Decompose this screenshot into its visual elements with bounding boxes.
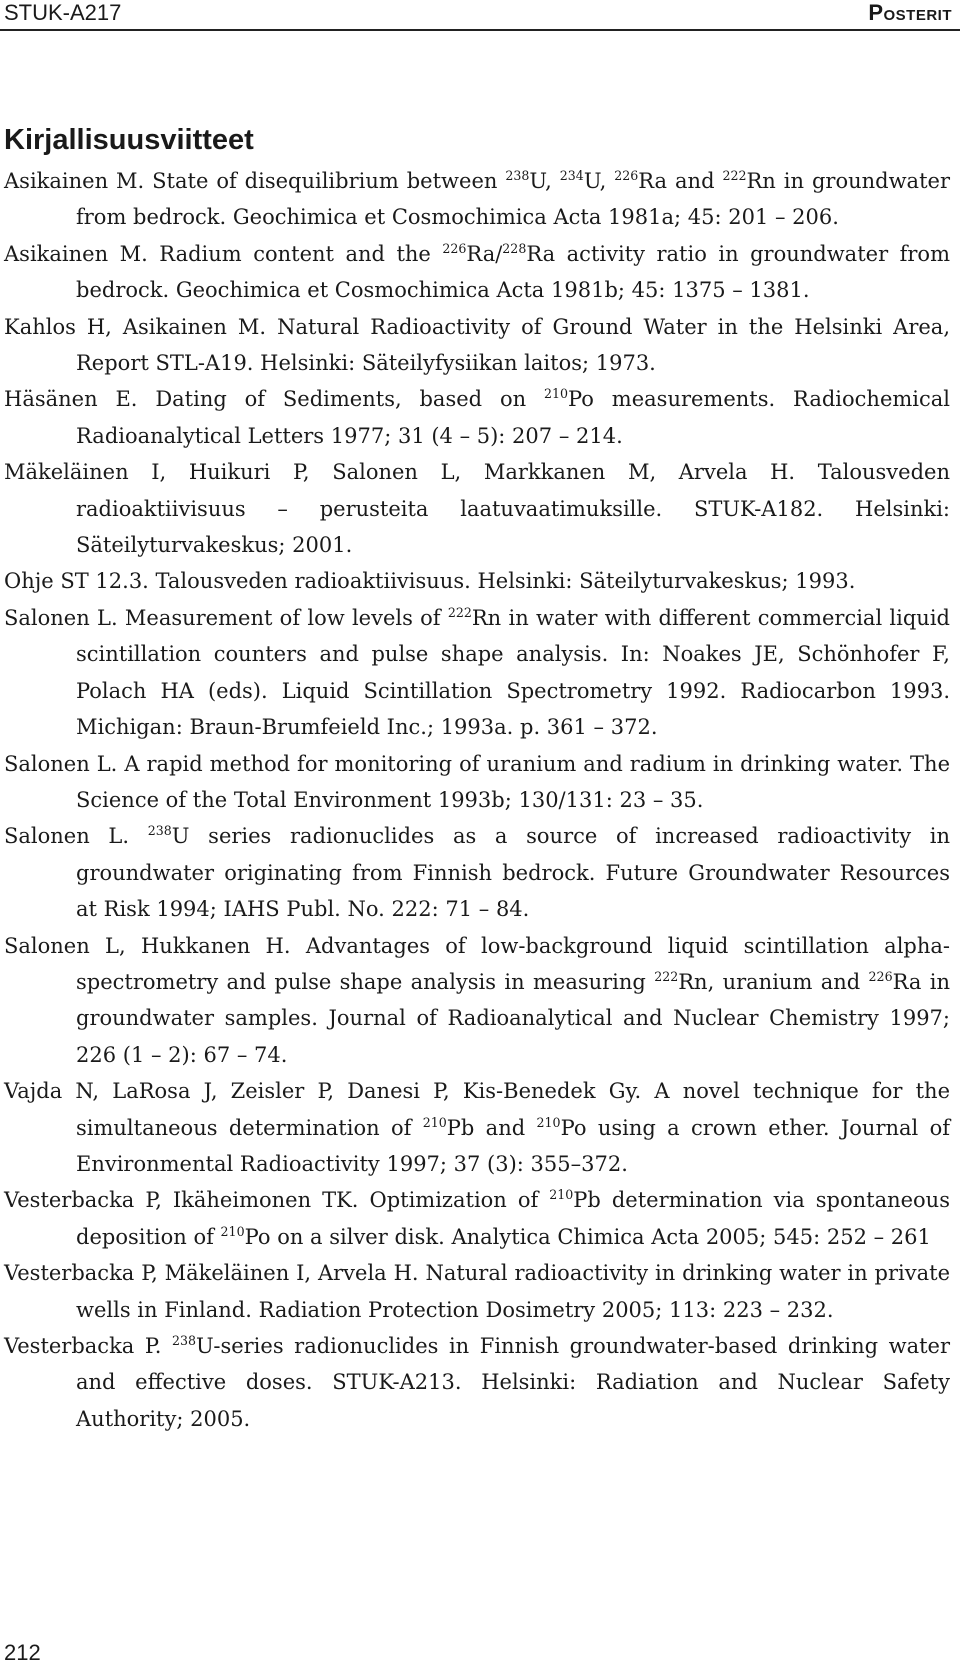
reference-text: Vesterbacka P, Ikäheimonen TK. Optimization of	[4, 1188, 550, 1213]
isotope-mass-number: 222	[722, 167, 747, 183]
reference-text: Ra/	[466, 241, 503, 266]
isotope-mass-number: 222	[447, 604, 472, 620]
isotope-mass-number: 210	[422, 1114, 447, 1130]
reference-text: Salonen L.	[4, 824, 148, 849]
reference-text: Vesterbacka P, Mäkeläinen I, Arvela H. Natural radioactivity in drinking water in private wells in Finland. Radiation Protection Dosimetry 2005; 113: 223 – 232.	[4, 1261, 950, 1322]
reference-entry	[4, 928, 950, 1074]
reference-text: Asikainen M. State of disequilibrium between	[4, 169, 506, 193]
reference-text: U,	[583, 169, 615, 193]
page-number: 212	[4, 1640, 41, 1665]
reference-text: Ra and	[638, 169, 723, 193]
reference-text: Salonen L, Hukkanen H. Advantages of low-background liquid scintillation alpha-spectrometry and pulse shape analysis in measuring	[4, 933, 950, 994]
isotope-mass-number: 226	[442, 240, 467, 256]
isotope-mass-number: 238	[505, 167, 530, 183]
header-rule	[0, 29, 960, 31]
reference-text: Rn in groundwater from bedrock. Geochimica et Cosmochimica Acta 1981a; 45: 201 – 206.	[76, 169, 950, 230]
isotope-mass-number: 210	[549, 1187, 574, 1203]
reference-text: U,	[529, 169, 560, 193]
reference-text: Mäkeläinen I, Huikuri P, Salonen L, Markkanen M, Arvela H. Talousveden radioaktiivisuus – perusteita laatuvaatimuksille. STUK-A182. Helsinki: Säteilyturvakeskus; 2001.	[4, 460, 950, 558]
reference-text: Pb determination via spontaneous deposition of	[76, 1188, 950, 1249]
reference-text: Po measurements. Radiochemical Radioanalytical Letters 1977; 31 (4 – 5): 207 – 214.	[76, 387, 950, 448]
reference-entry	[4, 381, 950, 454]
reference-text: Asikainen M. Radium content and the	[4, 241, 443, 266]
reference-entry	[4, 236, 950, 309]
reference-text: U-series radionuclides in Finnish groundwater-based drinking water and effective doses. STUK-A213. Helsinki: Radiation and Nuclear Safety Authority; 2005.	[76, 1334, 950, 1431]
reference-text: Ra in groundwater samples. Journal of Radioanalytical and Nuclear Chemistry 1997; 226 (1 – 2): 67 – 74.	[76, 969, 950, 1067]
section-title: Kirjallisuusviitteet	[4, 124, 254, 156]
reference-text: Vesterbacka P.	[4, 1334, 172, 1358]
isotope-mass-number: 210	[220, 1223, 245, 1239]
isotope-mass-number: 234	[559, 167, 584, 183]
reference-text: Pb and	[446, 1115, 537, 1140]
reference-text: Vajda N, LaRosa J, Zeisler P, Danesi P, Kis-Benedek Gy. A novel technique for the simultaneous determination of	[4, 1079, 950, 1140]
reference-entry	[4, 1328, 950, 1437]
reference-text: Po using a crown ether. Journal of Environmental Radioactivity 1997; 37 (3): 355–372.	[76, 1115, 951, 1176]
isotope-mass-number: 210	[543, 386, 569, 402]
reference-entry	[4, 563, 950, 599]
reference-text: Salonen L. Measurement of low levels of	[4, 605, 448, 630]
isotope-mass-number: 238	[171, 1332, 197, 1348]
reference-entry	[4, 818, 950, 927]
isotope-mass-number: 226	[868, 968, 893, 984]
running-header	[0, 0, 960, 28]
isotope-mass-number: 222	[654, 968, 679, 984]
reference-entry	[4, 1255, 950, 1328]
reference-text: Salonen L. A rapid method for monitoring of uranium and radium in drinking water. The Science of the Total Environment 1993b; 130/131: 23 – 35.	[4, 751, 950, 812]
isotope-mass-number: 226	[614, 167, 639, 183]
isotope-mass-number: 228	[502, 240, 527, 256]
reference-entry	[4, 746, 950, 819]
reference-text: Po on a silver disk. Analytica Chimica Acta 2005; 545: 252 – 261	[244, 1224, 931, 1249]
isotope-mass-number: 238	[147, 823, 172, 839]
reference-text: Kahlos H, Asikainen M. Natural Radioactivity of Ground Water in the Helsinki Area, Report STL-A19. Helsinki: Säteilyfysiikan laitos; 1973.	[4, 314, 950, 376]
reference-text: U series radionuclides as a source of increased radioactivity in groundwater originating from Finnish bedrock. Future Groundwater Resources at Risk 1994; IAHS Publ. No. 222: 71 – 84.	[76, 824, 950, 922]
reference-text: Häsänen E. Dating of Sediments, based on	[4, 387, 544, 412]
isotope-mass-number: 210	[536, 1114, 561, 1130]
reference-entry	[4, 600, 950, 746]
reference-text: Ohje ST 12.3. Talousveden radioaktiivisuus. Helsinki: Säteilyturvakeskus; 1993.	[4, 569, 856, 594]
reference-text: Rn, uranium and	[678, 969, 869, 994]
reference-entry	[4, 309, 950, 382]
reference-text: Ra activity ratio in groundwater from bedrock. Geochimica et Cosmochimica Acta 1981b; 45: 1375 – 1381.	[76, 241, 950, 303]
reference-list	[4, 163, 950, 1437]
section-label: Posterit	[868, 0, 952, 25]
reference-entry	[4, 454, 950, 563]
reference-entry	[4, 1073, 950, 1182]
reference-entry	[4, 1182, 950, 1255]
document-code: STUK-A217	[4, 0, 122, 25]
reference-entry	[4, 163, 950, 236]
reference-text: Rn in water with different commercial liquid scintillation counters and pulse shape analysis. In: Noakes JE, Schönhofer F, Polach HA (eds). Liquid Scintillation Spectrometry 1992. Radiocarbon 1993. Michigan: Braun-Brumfeield Inc.; 1993a. p. 361 – 372.	[76, 605, 950, 740]
